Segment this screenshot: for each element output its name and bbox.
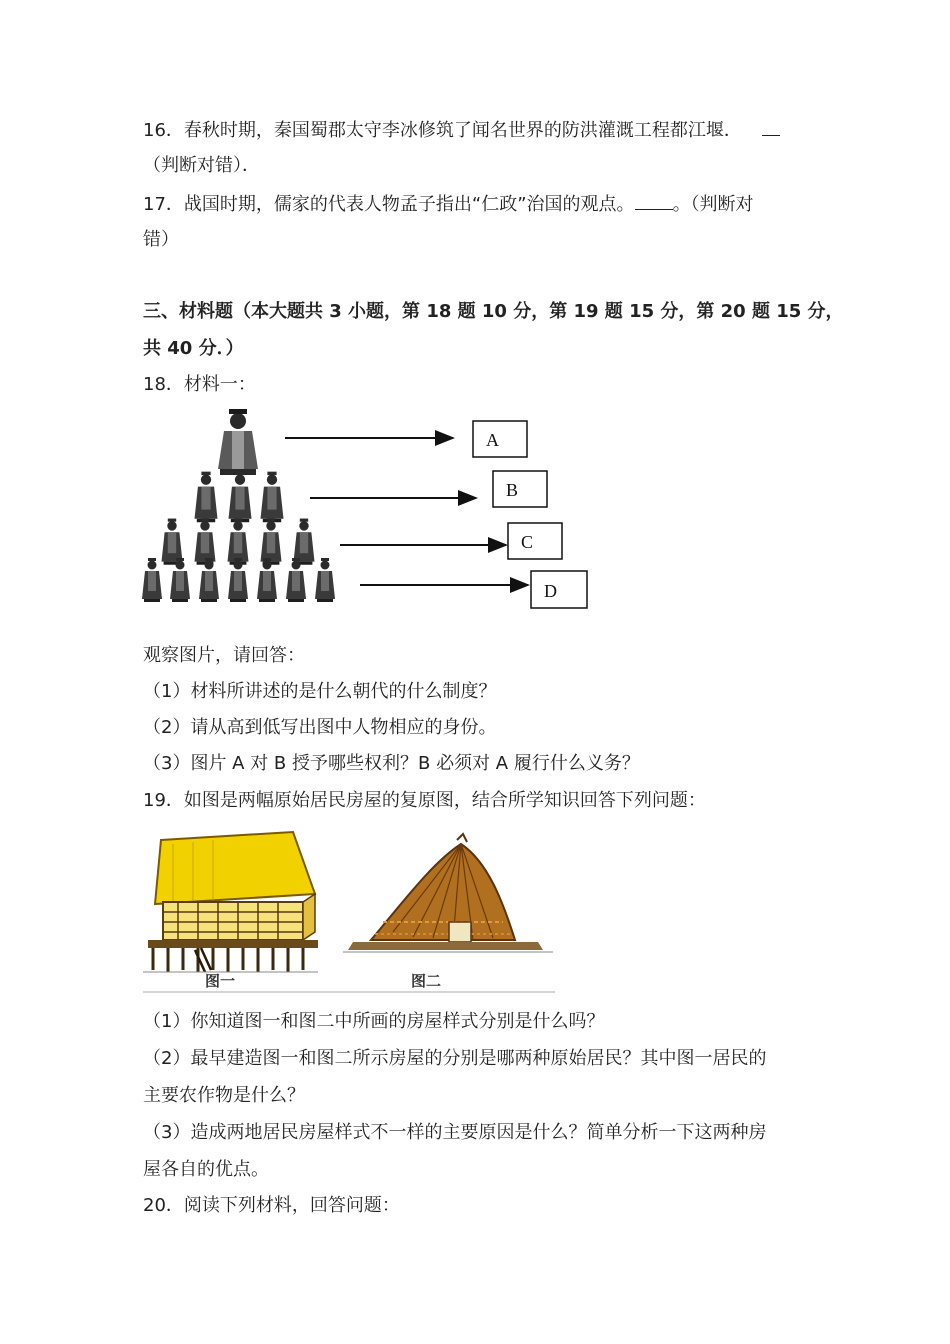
lords-row: [195, 472, 284, 523]
feudal-hierarchy-diagram: [140, 405, 600, 620]
semi-subterranean-house-image: [343, 834, 553, 952]
figure2-caption: 图二: [411, 972, 442, 990]
stilt-house-image: [143, 832, 318, 972]
q18-sub-1: （1）材料所讲述的是什么朝代的什么制度？: [143, 681, 497, 702]
q17-blank[interactable]: [635, 191, 673, 210]
figure1-caption: 图一: [205, 972, 236, 990]
box-a-label: A: [486, 430, 499, 450]
q17-text-tail: 。（判断对: [672, 194, 754, 215]
q19-sub-1: （1）你知道图一和图二中所画的房屋样式分别是什么吗？: [143, 1011, 605, 1032]
q19-sub-2-line1: （2）最早建造图一和图二所示房屋的分别是哪两种原始居民？其中图一居民的: [143, 1048, 767, 1069]
q17-line2: 错）: [143, 229, 179, 250]
box-b-label: B: [506, 480, 519, 500]
q18-sub-3: （3）图片 A 对 B 授予哪些权利？B 必须对 A 履行什么义务？: [143, 753, 640, 774]
knights-row: [162, 519, 315, 565]
section3-heading-line2: 共 40 分．）: [143, 338, 244, 359]
box-c: [508, 523, 562, 559]
emperor-figure: [218, 409, 258, 475]
primitive-houses-illustration: [143, 822, 558, 994]
box-a: [473, 421, 527, 457]
q16-text: 16．春秋时期，秦国蜀郡太守李冰修筑了闻名世界的防洪灌溉工程都江堰．: [143, 120, 742, 141]
q19-sub-3-line2: 屋各自的优点。: [143, 1159, 269, 1180]
q18-sub-2: （2）请从高到低写出图中人物相应的身份。: [143, 717, 497, 738]
box-c-label: C: [521, 532, 534, 552]
q16-line1: [143, 117, 780, 143]
q16-line2: （判断对错）．: [143, 155, 260, 176]
q17-text: 17．战国时期，儒家的代表人物孟子指出“仁政”治国的观点。: [143, 194, 635, 215]
q19-title: 19．如图是两幅原始居民房屋的复原图，结合所学知识回答下列问题：: [143, 790, 706, 811]
box-d-label: D: [544, 581, 557, 601]
q18-title: 18．材料一：: [143, 374, 256, 395]
q17-line1: [143, 191, 754, 217]
q20-title: 20．阅读下列材料，回答问题：: [143, 1195, 400, 1216]
box-d: [531, 571, 587, 608]
section3-heading-line1: 三、材料题（本大题共 3 小题，第 18 题 10 分，第 19 题 15 分，第 20 题 15 分，: [143, 301, 844, 322]
q19-sub-2-line2: 主要农作物是什么？: [143, 1085, 305, 1106]
box-b: [493, 471, 547, 507]
q16-blank[interactable]: [762, 117, 780, 136]
q18-intro: 观察图片，请回答：: [143, 645, 305, 666]
q19-sub-3-line1: （3）造成两地居民房屋样式不一样的主要原因是什么？简单分析一下这两种房: [143, 1122, 767, 1143]
